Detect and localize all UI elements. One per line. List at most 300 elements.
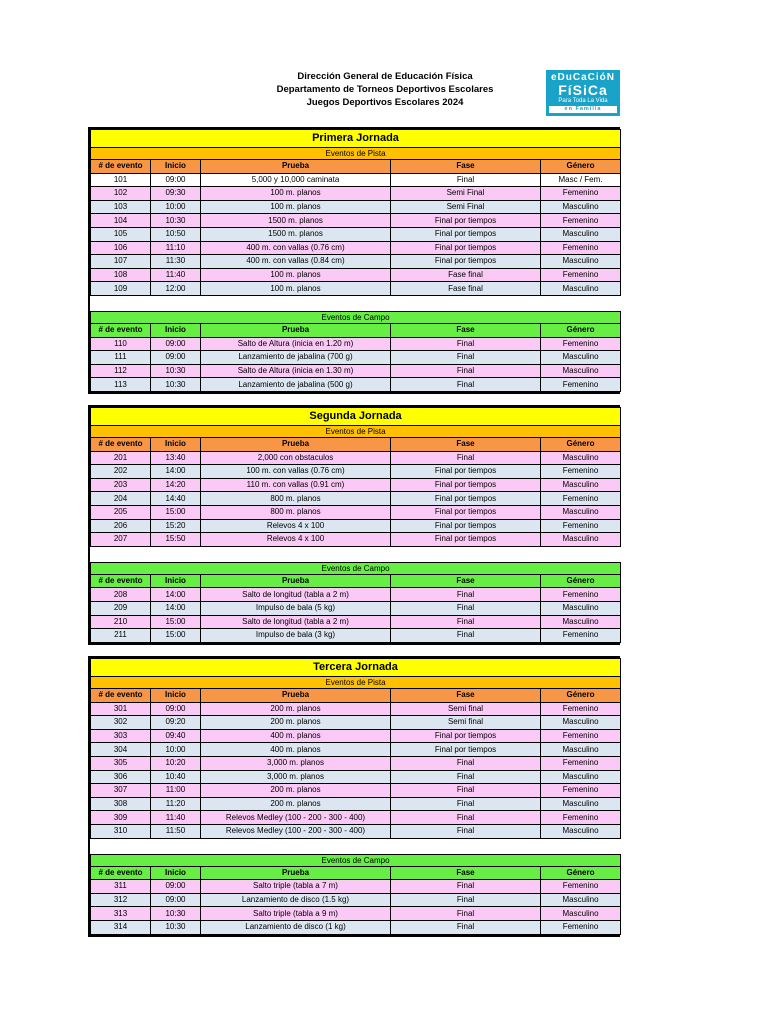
event-cell: 09:40 <box>151 729 201 743</box>
event-row <box>91 729 621 743</box>
event-row <box>91 478 621 492</box>
event-cell: 11:50 <box>151 824 201 838</box>
event-row <box>91 893 621 907</box>
event-row <box>91 492 621 506</box>
event-cell: Masculino <box>541 893 621 907</box>
jornada-title-text: Tercera Jornada <box>91 659 621 677</box>
campo-section-label <box>91 854 621 866</box>
event-cell: 15:00 <box>151 629 201 643</box>
event-cell: 208 <box>91 588 151 602</box>
event-cell: Salto de Altura (inicia en 1.30 m) <box>201 364 391 378</box>
event-cell: Relevos Medley (100 - 200 - 300 - 400) <box>201 824 391 838</box>
event-cell: Final <box>391 588 541 602</box>
event-row <box>91 784 621 798</box>
jornada-title <box>91 659 621 677</box>
event-cell: Final por tiempos <box>391 743 541 757</box>
event-cell: Lanzamiento de disco (1 kg) <box>201 920 391 934</box>
event-cell: 311 <box>91 880 151 894</box>
event-cell: 14:00 <box>151 465 201 479</box>
event-cell: 205 <box>91 505 151 519</box>
column-header: Género <box>541 160 621 174</box>
column-header: Prueba <box>201 323 391 337</box>
event-row <box>91 255 621 269</box>
event-cell: 107 <box>91 255 151 269</box>
column-header: Prueba <box>201 866 391 880</box>
header-line-3: Juegos Deportivos Escolares 2024 <box>306 97 464 108</box>
event-cell: 10:30 <box>151 378 201 392</box>
jornada-table-2 <box>88 405 620 645</box>
campo-section-label-text: Eventos de Campo <box>91 854 621 866</box>
schedule-table <box>90 129 621 392</box>
event-cell: Femenino <box>541 588 621 602</box>
event-row <box>91 465 621 479</box>
event-cell: 100 m. planos <box>201 282 391 296</box>
logo-line-1: eDuCaCióN <box>550 72 615 83</box>
event-cell: Relevos Medley (100 - 200 - 300 - 400) <box>201 811 391 825</box>
column-header: Género <box>541 866 621 880</box>
event-cell: Semi final <box>391 716 541 730</box>
event-row <box>91 451 621 465</box>
event-cell: 15:50 <box>151 533 201 547</box>
event-cell: 302 <box>91 716 151 730</box>
event-cell: 09:00 <box>151 880 201 894</box>
schedule-table <box>90 658 621 935</box>
event-cell: Masculino <box>541 797 621 811</box>
event-cell: Final <box>391 451 541 465</box>
event-cell: Masculino <box>541 533 621 547</box>
event-row <box>91 880 621 894</box>
event-cell: 11:00 <box>151 784 201 798</box>
event-cell: Masculino <box>541 478 621 492</box>
pista-section-label-text: Eventos de Pista <box>91 426 621 438</box>
jornada-table-1 <box>88 127 620 394</box>
event-cell: Semi final <box>391 702 541 716</box>
column-header: # de evento <box>91 866 151 880</box>
event-cell: Femenino <box>541 241 621 255</box>
event-cell: Masculino <box>541 364 621 378</box>
event-cell: 108 <box>91 268 151 282</box>
event-cell: 112 <box>91 364 151 378</box>
campo-section-label <box>91 311 621 323</box>
event-cell: Semi Final <box>391 187 541 201</box>
event-cell: Masculino <box>541 743 621 757</box>
logo-line-2: FíSiCa <box>558 82 608 98</box>
event-cell: Impulso de bala (3 kg) <box>201 629 391 643</box>
event-row <box>91 824 621 838</box>
logo-line-3: Para Toda La Vida <box>558 98 608 104</box>
event-row <box>91 519 621 533</box>
event-cell: Final <box>391 784 541 798</box>
event-row <box>91 227 621 241</box>
event-cell: 15:00 <box>151 505 201 519</box>
event-cell: Relevos 4 x 100 <box>201 533 391 547</box>
event-cell: 100 m. con vallas (0.76 cm) <box>201 465 391 479</box>
event-cell: 211 <box>91 629 151 643</box>
event-cell: 113 <box>91 378 151 392</box>
campo-section-label-text: Eventos de Campo <box>91 562 621 574</box>
event-cell: 11:10 <box>151 241 201 255</box>
event-cell: Final por tiempos <box>391 227 541 241</box>
event-cell: Final por tiempos <box>391 465 541 479</box>
event-cell: Lanzamiento de disco (1.5 kg) <box>201 893 391 907</box>
column-header: Inicio <box>151 438 201 452</box>
event-row <box>91 214 621 228</box>
event-cell: 105 <box>91 227 151 241</box>
column-header: Género <box>541 438 621 452</box>
event-row <box>91 601 621 615</box>
event-cell: Fase final <box>391 268 541 282</box>
event-cell: Final <box>391 920 541 934</box>
column-header: Inicio <box>151 689 201 703</box>
logo-line-4: en Familia <box>549 106 617 113</box>
event-cell: 111 <box>91 351 151 365</box>
event-cell: 14:00 <box>151 601 201 615</box>
column-header-row <box>91 689 621 703</box>
event-cell: 09:00 <box>151 702 201 716</box>
event-cell: 200 m. planos <box>201 797 391 811</box>
event-cell: 10:20 <box>151 756 201 770</box>
event-cell: Femenino <box>541 465 621 479</box>
event-cell: Final <box>391 615 541 629</box>
event-cell: Final <box>391 770 541 784</box>
event-cell: 14:00 <box>151 588 201 602</box>
event-cell: 11:20 <box>151 797 201 811</box>
event-cell: 400 m. con vallas (0.84 cm) <box>201 255 391 269</box>
event-cell: 308 <box>91 797 151 811</box>
event-cell: 10:30 <box>151 920 201 934</box>
column-header: Género <box>541 689 621 703</box>
event-cell: 10:00 <box>151 200 201 214</box>
event-cell: Final <box>391 378 541 392</box>
event-row <box>91 770 621 784</box>
column-header: Fase <box>391 160 541 174</box>
event-row <box>91 505 621 519</box>
event-cell: Masc / Fem. <box>541 173 621 187</box>
event-cell: Masculino <box>541 200 621 214</box>
event-cell: Masculino <box>541 255 621 269</box>
campo-section-label-text: Eventos de Campo <box>91 311 621 323</box>
event-row <box>91 173 621 187</box>
event-cell: Final <box>391 907 541 921</box>
event-cell: Femenino <box>541 268 621 282</box>
event-cell: 106 <box>91 241 151 255</box>
event-cell: 09:00 <box>151 351 201 365</box>
column-header-row <box>91 438 621 452</box>
event-cell: Final <box>391 601 541 615</box>
section-spacer-text <box>91 546 621 562</box>
section-spacer-text <box>91 295 621 311</box>
event-cell: 5,000 y 10,000 caminata <box>201 173 391 187</box>
section-spacer <box>91 546 621 562</box>
event-cell: Final <box>391 880 541 894</box>
event-cell: 800 m. planos <box>201 492 391 506</box>
event-cell: 09:00 <box>151 337 201 351</box>
column-header: # de evento <box>91 689 151 703</box>
event-cell: 100 m. planos <box>201 268 391 282</box>
event-cell: 10:40 <box>151 770 201 784</box>
event-cell: Final <box>391 173 541 187</box>
event-cell: 203 <box>91 478 151 492</box>
event-cell: Salto de Altura (inicia en 1.20 m) <box>201 337 391 351</box>
event-cell: Femenino <box>541 519 621 533</box>
jornada-title-text: Segunda Jornada <box>91 408 621 426</box>
event-cell: Final por tiempos <box>391 729 541 743</box>
event-cell: 200 m. planos <box>201 784 391 798</box>
event-cell: Femenino <box>541 729 621 743</box>
event-row <box>91 200 621 214</box>
event-cell: Salto de longitud (tabla a 2 m) <box>201 615 391 629</box>
event-cell: 10:30 <box>151 214 201 228</box>
event-cell: 100 m. planos <box>201 187 391 201</box>
event-cell: 109 <box>91 282 151 296</box>
column-header: Inicio <box>151 866 201 880</box>
column-header: Fase <box>391 323 541 337</box>
event-row <box>91 743 621 757</box>
event-cell: 307 <box>91 784 151 798</box>
section-spacer <box>91 295 621 311</box>
event-cell: Femenino <box>541 702 621 716</box>
event-cell: Lanzamiento de jabalina (500 g) <box>201 378 391 392</box>
column-header: # de evento <box>91 574 151 588</box>
event-cell: 12:00 <box>151 282 201 296</box>
event-row <box>91 907 621 921</box>
event-cell: Impulso de bala (5 kg) <box>201 601 391 615</box>
event-cell: 313 <box>91 907 151 921</box>
event-row <box>91 268 621 282</box>
event-cell: Salto triple (tabla a 7 m) <box>201 880 391 894</box>
event-cell: 14:40 <box>151 492 201 506</box>
event-cell: 306 <box>91 770 151 784</box>
event-row <box>91 716 621 730</box>
event-row <box>91 615 621 629</box>
event-cell: 09:20 <box>151 716 201 730</box>
event-row <box>91 920 621 934</box>
jornada-table-3 <box>88 656 620 937</box>
event-cell: Femenino <box>541 378 621 392</box>
event-cell: 200 m. planos <box>201 716 391 730</box>
schedule-table <box>90 407 621 643</box>
pista-section-label <box>91 426 621 438</box>
event-cell: Femenino <box>541 187 621 201</box>
event-cell: Masculino <box>541 601 621 615</box>
event-cell: 10:30 <box>151 907 201 921</box>
pista-section-label <box>91 148 621 160</box>
event-cell: Final <box>391 629 541 643</box>
event-cell: Masculino <box>541 907 621 921</box>
event-cell: 800 m. planos <box>201 505 391 519</box>
section-spacer <box>91 838 621 854</box>
event-cell: 104 <box>91 214 151 228</box>
event-cell: 3,000 m. planos <box>201 770 391 784</box>
event-cell: 13:40 <box>151 451 201 465</box>
section-spacer-text <box>91 838 621 854</box>
campo-section-label <box>91 562 621 574</box>
event-cell: Final <box>391 337 541 351</box>
event-row <box>91 378 621 392</box>
event-cell: 09:00 <box>151 893 201 907</box>
event-cell: 11:40 <box>151 268 201 282</box>
event-cell: Final por tiempos <box>391 255 541 269</box>
event-cell: 15:20 <box>151 519 201 533</box>
column-header-row <box>91 866 621 880</box>
event-cell: Masculino <box>541 282 621 296</box>
document-header <box>200 70 570 109</box>
event-cell: 11:30 <box>151 255 201 269</box>
event-cell: Final por tiempos <box>391 519 541 533</box>
event-cell: Masculino <box>541 227 621 241</box>
event-cell: 1500 m. planos <box>201 214 391 228</box>
event-cell: Femenino <box>541 880 621 894</box>
event-cell: 201 <box>91 451 151 465</box>
event-cell: Final <box>391 811 541 825</box>
event-cell: Final por tiempos <box>391 214 541 228</box>
event-cell: 206 <box>91 519 151 533</box>
event-cell: Masculino <box>541 716 621 730</box>
event-cell: Masculino <box>541 351 621 365</box>
pista-section-label-text: Eventos de Pista <box>91 677 621 689</box>
event-cell: 400 m. planos <box>201 729 391 743</box>
column-header: # de evento <box>91 160 151 174</box>
event-cell: Semi Final <box>391 200 541 214</box>
event-cell: 204 <box>91 492 151 506</box>
event-row <box>91 702 621 716</box>
event-cell: 10:00 <box>151 743 201 757</box>
event-cell: Final por tiempos <box>391 533 541 547</box>
event-row <box>91 629 621 643</box>
event-row <box>91 756 621 770</box>
event-cell: Final por tiempos <box>391 241 541 255</box>
jornada-title <box>91 130 621 148</box>
event-cell: 2,000 con obstaculos <box>201 451 391 465</box>
event-cell: 400 m. planos <box>201 743 391 757</box>
event-cell: Femenino <box>541 337 621 351</box>
event-cell: 304 <box>91 743 151 757</box>
event-cell: 110 <box>91 337 151 351</box>
event-cell: 11:40 <box>151 811 201 825</box>
event-cell: 301 <box>91 702 151 716</box>
event-cell: 09:00 <box>151 173 201 187</box>
column-header-row <box>91 323 621 337</box>
event-cell: 202 <box>91 465 151 479</box>
event-row <box>91 811 621 825</box>
column-header: Fase <box>391 689 541 703</box>
column-header: Inicio <box>151 323 201 337</box>
event-cell: Final <box>391 893 541 907</box>
event-cell: 200 m. planos <box>201 702 391 716</box>
column-header: # de evento <box>91 323 151 337</box>
event-cell: 210 <box>91 615 151 629</box>
event-cell: 110 m. con vallas (0.91 cm) <box>201 478 391 492</box>
event-cell: 101 <box>91 173 151 187</box>
event-cell: Femenino <box>541 920 621 934</box>
event-cell: Masculino <box>541 770 621 784</box>
header-line-2: Departamento de Torneos Deportivos Escolares <box>276 84 494 95</box>
event-cell: 10:50 <box>151 227 201 241</box>
pista-section-label-text: Eventos de Pista <box>91 148 621 160</box>
event-row <box>91 364 621 378</box>
event-cell: Femenino <box>541 784 621 798</box>
event-cell: Final por tiempos <box>391 492 541 506</box>
event-cell: 207 <box>91 533 151 547</box>
column-header-row <box>91 574 621 588</box>
event-cell: 305 <box>91 756 151 770</box>
event-row <box>91 797 621 811</box>
event-cell: Final <box>391 351 541 365</box>
column-header: # de evento <box>91 438 151 452</box>
event-cell: 1500 m. planos <box>201 227 391 241</box>
event-row <box>91 533 621 547</box>
event-cell: 209 <box>91 601 151 615</box>
event-cell: 303 <box>91 729 151 743</box>
event-cell: Final por tiempos <box>391 505 541 519</box>
event-cell: Final por tiempos <box>391 478 541 492</box>
event-cell: 14:20 <box>151 478 201 492</box>
event-cell: Femenino <box>541 214 621 228</box>
event-cell: 09:30 <box>151 187 201 201</box>
pista-section-label <box>91 677 621 689</box>
event-cell: 10:30 <box>151 364 201 378</box>
event-cell: Masculino <box>541 615 621 629</box>
event-cell: Masculino <box>541 824 621 838</box>
event-cell: Final <box>391 364 541 378</box>
event-row <box>91 241 621 255</box>
column-header: Prueba <box>201 689 391 703</box>
event-cell: 15:00 <box>151 615 201 629</box>
column-header: Prueba <box>201 160 391 174</box>
column-header: Prueba <box>201 438 391 452</box>
educacion-fisica-logo <box>546 70 620 116</box>
event-cell: Final <box>391 797 541 811</box>
event-row <box>91 282 621 296</box>
event-cell: 310 <box>91 824 151 838</box>
event-cell: Femenino <box>541 629 621 643</box>
column-header: Prueba <box>201 574 391 588</box>
event-cell: Femenino <box>541 756 621 770</box>
column-header-row <box>91 160 621 174</box>
jornada-title <box>91 408 621 426</box>
event-cell: 309 <box>91 811 151 825</box>
column-header: Género <box>541 323 621 337</box>
event-cell: 100 m. planos <box>201 200 391 214</box>
event-row <box>91 337 621 351</box>
event-cell: Final <box>391 756 541 770</box>
event-row <box>91 187 621 201</box>
event-cell: 314 <box>91 920 151 934</box>
event-cell: Femenino <box>541 492 621 506</box>
event-cell: Salto de longitud (tabla a 2 m) <box>201 588 391 602</box>
column-header: Inicio <box>151 160 201 174</box>
event-cell: Relevos 4 x 100 <box>201 519 391 533</box>
column-header: Inicio <box>151 574 201 588</box>
jornada-title-text: Primera Jornada <box>91 130 621 148</box>
event-cell: Lanzamiento de jabalina (700 g) <box>201 351 391 365</box>
event-cell: 312 <box>91 893 151 907</box>
event-cell: Final <box>391 824 541 838</box>
event-cell: Fase final <box>391 282 541 296</box>
column-header: Fase <box>391 574 541 588</box>
column-header: Fase <box>391 866 541 880</box>
column-header: Género <box>541 574 621 588</box>
event-cell: 3,000 m. planos <box>201 756 391 770</box>
event-cell: Masculino <box>541 451 621 465</box>
event-cell: 102 <box>91 187 151 201</box>
event-cell: 103 <box>91 200 151 214</box>
event-cell: 400 m. con vallas (0.76 cm) <box>201 241 391 255</box>
header-line-1: Dirección General de Educación Física <box>297 71 473 82</box>
column-header: Fase <box>391 438 541 452</box>
event-row <box>91 588 621 602</box>
event-cell: Masculino <box>541 505 621 519</box>
